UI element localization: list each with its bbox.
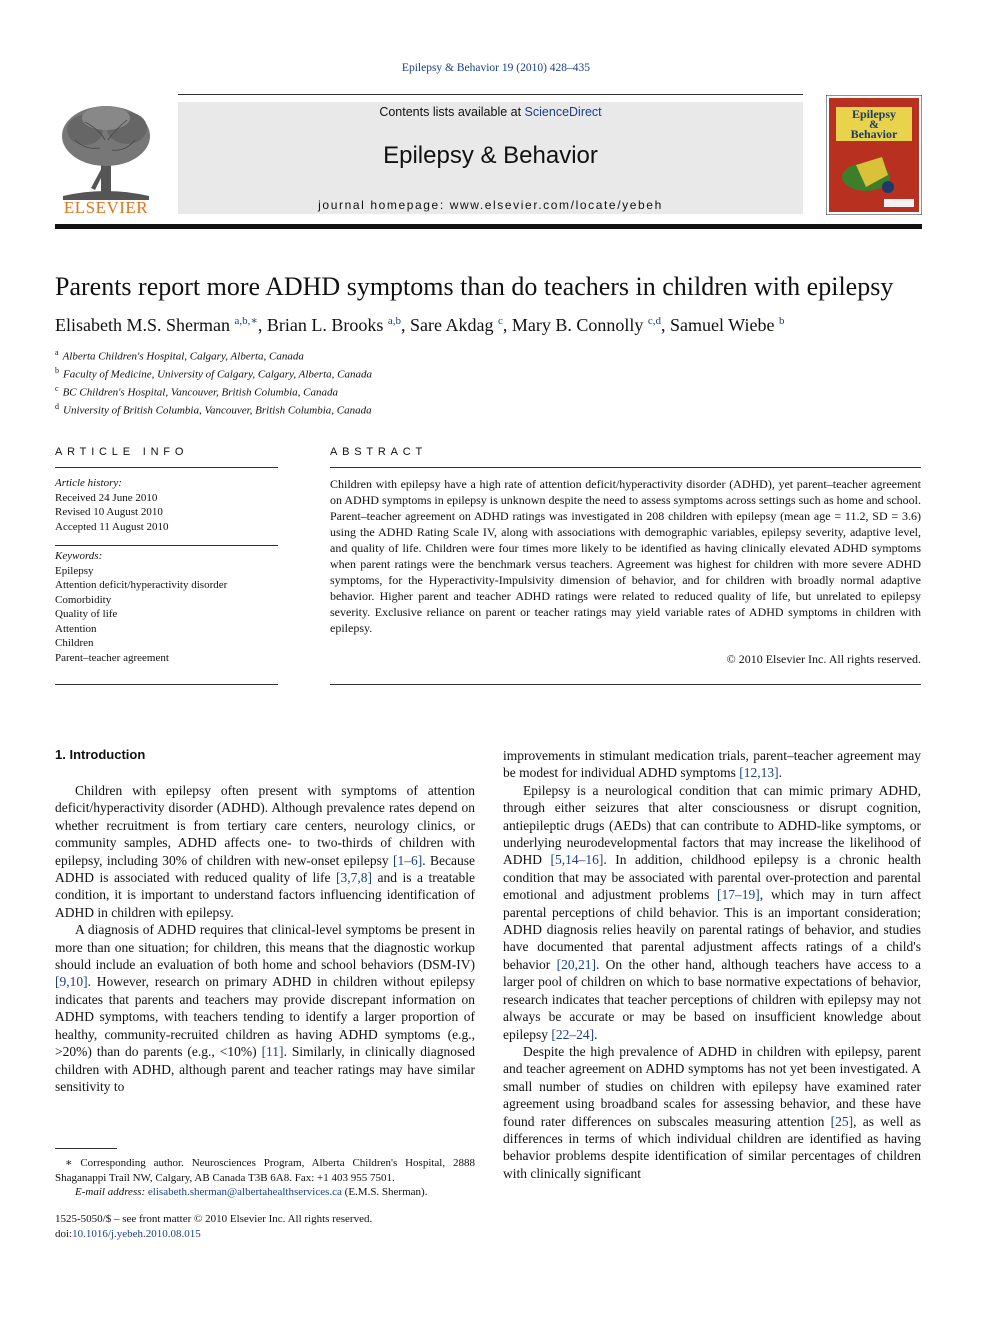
body-text: Epilepsy is a neurological condition that can mimic primary ADHD, through either seizures that alter consciousness or disrupt cognition, antiepileptic drugs (AEDs) that can contribute to ADHD-like symptoms, or underlying neurodevelopmental factors that may increase the likelihood of ADHD [503, 782, 921, 868]
affiliation-list [55, 346, 555, 419]
keyword: Epilepsy [55, 564, 94, 577]
author-name: Sare Akdag [409, 315, 494, 335]
section-heading-introduction: 1. Introduction [55, 747, 146, 762]
body-text: A diagnosis of ADHD requires that clinical-level symptoms be present in more than one situation; for children, this means that the diagnostic workup should include an evaluation of both home and school behaviors (DSM-IV) [55, 922, 475, 973]
body-text: Despite the high prevalence of ADHD in children with epilepsy, parent and teacher agreement on ADHD symptoms has not yet been investigated. A small number of studies on children with epilepsy have examined rater agreement using broadband scales for assessing behavior, and these have found rater differences on subscales measuring attention [503, 1043, 921, 1129]
article-history [55, 476, 278, 534]
doi-prefix: doi: [55, 1227, 73, 1240]
cover-title-line-3: Behavior [850, 127, 898, 141]
body-text: . [594, 1026, 598, 1042]
body-text: . In addition, childhood epilepsy is a chronic health condition that may be associated with parental over-protection and parental emotional and adjustment problems [503, 852, 922, 903]
keyword: Parent–teacher agreement [55, 651, 169, 664]
affiliation-text: BC Children's Hospital, Vancouver, British Columbia, Canada [62, 386, 338, 399]
header-top-rule [178, 94, 803, 95]
elsevier-logo[interactable] [55, 100, 157, 218]
body-paragraph [503, 782, 921, 1043]
citation-link[interactable]: [22–24] [551, 1026, 595, 1042]
contents-prefix: Contents lists available at [379, 105, 525, 119]
history-date: Accepted 11 August 2010 [55, 520, 169, 533]
affiliation [55, 364, 555, 382]
corresponding-author-footnote [55, 1156, 475, 1200]
author-name: Samuel Wiebe [670, 315, 775, 335]
body-paragraph [503, 747, 921, 782]
email-label: E-mail address: [75, 1186, 148, 1198]
body-column-left [55, 782, 475, 1095]
citation-link[interactable]: [17–19] [717, 887, 760, 903]
front-matter [55, 1212, 475, 1241]
citation-link[interactable]: [11] [261, 1044, 284, 1060]
email-link[interactable]: elisabeth.sherman@albertahealthservices.ca [147, 1186, 342, 1198]
author-affiliation-marker[interactable]: c [497, 315, 503, 327]
citation-link[interactable]: [5,14–16] [550, 852, 604, 868]
affiliation-text: Faculty of Medicine, University of Calgary, Calgary, Alberta, Canada [63, 368, 372, 381]
affiliation-key: b [55, 366, 59, 376]
journal-homepage[interactable]: journal homepage: www.elsevier.com/locate/yebeh [318, 198, 663, 212]
citation-link[interactable]: [12,13] [739, 765, 779, 781]
doi-link[interactable]: 10.1016/j.yebeh.2010.08.015 [72, 1227, 201, 1240]
body-paragraph [503, 1043, 921, 1182]
keywords-label: Keywords: [55, 550, 103, 562]
journal-reference[interactable]: Epilepsy & Behavior 19 (2010) 428–435 [401, 62, 591, 74]
abstract-text: Children with epilepsy have a high rate of attention deficit/hyperactivity disorder (ADHD), yet parent–teacher agreement on ADHD symptoms in epilepsy is unknown despite the need to assess symptoms across settings such as home and school. Parent–teacher agreement on ADHD ratings was investigated in 208 children with epilepsy (mean age = 11.2, SD = 3.6) using the ADHD Rating Scale IV, along with associations with demographic variables, epilepsy severity, adaptive level, and quality of life. Children were four times more likely to be identified as having clinically elevated ADHD symptoms when parent ratings were the benchmark versus teachers. Agreement was highest for children with more severe ADHD symptoms, for the Hyperactivity-Impulsivity dimension of behavior, and for children with broadly normal adaptive behavior. Higher parent and teacher ADHD ratings were related to reduced quality of life, but unrelated to epilepsy severity. Exclusive reliance on parent or teacher ratings may yield variable rates of ADHD symptoms in children with epilepsy. [330, 477, 921, 635]
article-info-rule-bottom [55, 684, 278, 685]
body-column-right [503, 747, 921, 1182]
abstract-heading: ABSTRACT [330, 446, 428, 458]
author-affiliation-marker[interactable]: a,b,∗ [234, 315, 258, 327]
affiliation [55, 382, 555, 400]
article-info-rule-top [55, 467, 278, 468]
affiliation-key: a [55, 348, 59, 357]
citation-link[interactable]: [25] [830, 1113, 854, 1129]
author-separator: , [257, 315, 267, 335]
body-text: , which may in turn affect parental perceptions of child behavior. This is an important consideration; ADHD diagnosis relies heavily on parental ratings of behavior, and studies have documented that parental adjustment affects ratings of a child's behavior [503, 887, 921, 972]
author-name: Elisabeth M.S. Sherman [55, 315, 230, 335]
keyword: Attention [55, 622, 97, 635]
body-text: . Similarly, in clinically diagnosed children with ADHD, although parent and teacher ratings may have similar sensitivity to [55, 1044, 475, 1094]
citation-link[interactable]: [9,10] [55, 974, 88, 990]
issn-line: 1525-5050/$ – see front matter © 2010 Elsevier Inc. All rights reserved. [55, 1213, 373, 1225]
article-info-heading: ARTICLE INFO [55, 446, 189, 458]
footnote-rule [55, 1148, 117, 1149]
affiliation-text: Alberta Children's Hospital, Calgary, Alberta, Canada [62, 350, 304, 363]
email-line [55, 1185, 475, 1200]
body-text: . Because ADHD is associated with reduced quality of life [55, 852, 475, 886]
affiliation [55, 346, 555, 364]
author-separator: , [661, 315, 671, 335]
affiliation-key: c [55, 384, 59, 394]
article-history-dates [55, 491, 278, 535]
keyword: Attention deficit/hyperactivity disorder [55, 579, 228, 591]
doi-line [55, 1227, 475, 1242]
history-date: Revised 10 August 2010 [55, 506, 163, 518]
body-paragraph [55, 921, 475, 1095]
affiliation [55, 400, 555, 418]
author-separator: , [400, 315, 410, 335]
cover-title-line-2: & [869, 117, 879, 131]
cover-title-line-1: Epilepsy [851, 107, 896, 121]
journal-cover-image[interactable] [826, 95, 922, 215]
history-date: Received 24 June 2010 [55, 491, 158, 504]
affiliation-text: University of British Columbia, Vancouver, British Columbia, Canada [63, 405, 372, 418]
body-text: improvements in stimulant medication trials, parent–teacher agreement may be modest for individual ADHD symptoms [503, 748, 921, 781]
author-affiliation-marker[interactable]: b [778, 315, 785, 327]
abstract-copyright: © 2010 Elsevier Inc. All rights reserved. [726, 652, 921, 666]
keyword: Comorbidity [55, 593, 112, 606]
body-text: . [778, 765, 782, 781]
header-thick-rule [55, 224, 922, 229]
body-text: . However, research on primary ADHD in children without epilepsy indicates that parents and teachers may provide discrepant information on ADHD symptoms, with teachers tending to identify a larger proportion of healthy, community-recruited children as having ADHD symptoms (e.g., >20%) than do parents (e.g., <10%) [55, 974, 475, 1060]
corresponding-author-note: ∗ Corresponding author. Neurosciences Program, Alberta Children's Hospital, 2888 Shaganappi Trail NW, Calgary, AB Canada T3B 6A8. Fax: +1 403 955 7501. [55, 1157, 475, 1184]
keywords-block [55, 549, 278, 665]
keyword: Quality of life [55, 608, 118, 620]
article-history-label: Article history: [55, 477, 122, 489]
keyword: Children [55, 637, 94, 649]
body-paragraph [55, 782, 475, 921]
author-list [55, 314, 955, 336]
author-affiliation-marker[interactable]: c,d [647, 315, 662, 327]
keywords-list [55, 564, 278, 666]
abstract-rule-top [330, 467, 921, 468]
author-affiliation-marker[interactable]: a,b [387, 315, 401, 327]
body-text: Children with epilepsy often present with symptoms of attention deficit/hyperactivity disorder (ADHD). Although prevalence rates depend on whether recruitment is from tertiary care centers, neurology clinics, or community samples, ADHD affects one- to two-thirds of children with epilepsy, including 30% of children with new-onset epilepsy [55, 783, 475, 868]
body-text: and is a treatable condition, it is important to understand factors influencing identification of ADHD in children with epilepsy. [55, 870, 475, 920]
citation-link[interactable]: [1–6] [393, 852, 423, 868]
sciencedirect-link[interactable]: ScienceDirect [524, 105, 602, 119]
body-text: . On the other hand, although teachers have access to a larger pool of children on which to base normative expectations of behavior, research indicates that teacher perceptions of children with epilepsy may not always be accurate or may be based on insufficient knowledge about epilepsy [503, 956, 921, 1042]
cover-title [836, 109, 912, 139]
body-text: , as well as differences in terms of which individual children are identified as having behavior problems despite identification of similar percentages of children with clinically significant [503, 1113, 921, 1181]
contents-line [178, 105, 803, 119]
citation-link[interactable]: [3,7,8] [336, 870, 372, 886]
article-info-rule-mid [55, 545, 278, 546]
citation-link[interactable]: [20,21] [556, 956, 596, 972]
abstract-rule-bottom [330, 684, 921, 685]
author-name: Mary B. Connolly [511, 315, 644, 335]
article-title: Parents report more ADHD symptoms than do teachers in children with epilepsy [55, 272, 894, 301]
journal-header-band [178, 102, 803, 214]
affiliation-key: d [55, 402, 59, 412]
elsevier-wordmark: ELSEVIER [63, 198, 149, 217]
author-name: Brian L. Brooks [266, 315, 384, 335]
email-suffix: (E.M.S. Sherman). [341, 1186, 428, 1198]
author-separator: , [502, 315, 512, 335]
journal-title: Epilepsy & Behavior [383, 142, 598, 169]
